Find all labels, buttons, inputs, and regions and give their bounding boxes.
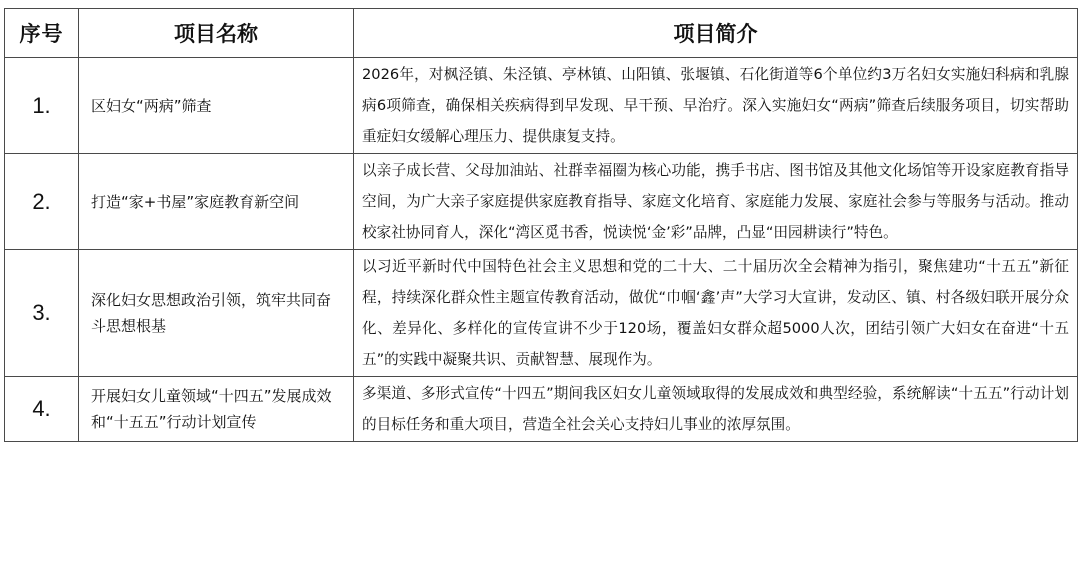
header-num: 序号: [5, 9, 79, 58]
row-name: 深化妇女思想政治引领，筑牢共同奋斗思想根基: [79, 250, 354, 377]
row-desc: 2026年，对枫泾镇、朱泾镇、亭林镇、山阳镇、张堰镇、石化街道等6个单位约3万名妇女实施妇科病和乳腺病6项筛查，确保相关疾病得到早发现、早干预、早治疗。深入实施妇女“两病”筛查后续服务项目，切实帮助重症妇女缓解心理压力、提供康复支持。: [354, 58, 1078, 154]
row-num: 4.: [5, 377, 79, 442]
row-num: 3.: [5, 250, 79, 377]
header-desc: 项目简介: [354, 9, 1078, 58]
row-name: 开展妇女儿童领域“十四五”发展成效和“十五五”行动计划宣传: [79, 377, 354, 442]
project-table: [4, 8, 1078, 442]
table-row: [5, 377, 1078, 442]
table-row: [5, 58, 1078, 154]
row-desc: 多渠道、多形式宣传“十四五”期间我区妇女儿童领域取得的发展成效和典型经验，系统解读“十五五”行动计划的目标任务和重大项目，营造全社会关心支持妇儿事业的浓厚氛围。: [354, 377, 1078, 442]
row-name: 区妇女“两病”筛查: [79, 58, 354, 154]
table-row: [5, 250, 1078, 377]
row-num: 1.: [5, 58, 79, 154]
header-name: 项目名称: [79, 9, 354, 58]
table-row: [5, 154, 1078, 250]
row-desc: 以亲子成长营、父母加油站、社群幸福圈为核心功能，携手书店、图书馆及其他文化场馆等开设家庭教育指导空间，为广大亲子家庭提供家庭教育指导、家庭文化培育、家庭能力发展、家庭社会参与等服务与活动。推动校家社协同育人，深化“湾区觅书香，悦读悦‘金’彩”品牌，凸显“田园耕读行”特色。: [354, 154, 1078, 250]
table-header-row: [5, 9, 1078, 58]
row-desc: 以习近平新时代中国特色社会主义思想和党的二十大、二十届历次全会精神为指引，聚焦建功“十五五”新征程，持续深化群众性主题宣传教育活动，做优“巾帼‘鑫’声”大学习大宣讲，发动区、镇、村各级妇联开展分众化、差异化、多样化的宣传宣讲不少于120场，覆盖妇女群众超5000人次，团结引领广大妇女在奋进“十五五”的实践中凝聚共识、贡献智慧、展现作为。: [354, 250, 1078, 377]
row-name: 打造“家+书屋”家庭教育新空间: [79, 154, 354, 250]
row-num: 2.: [5, 154, 79, 250]
